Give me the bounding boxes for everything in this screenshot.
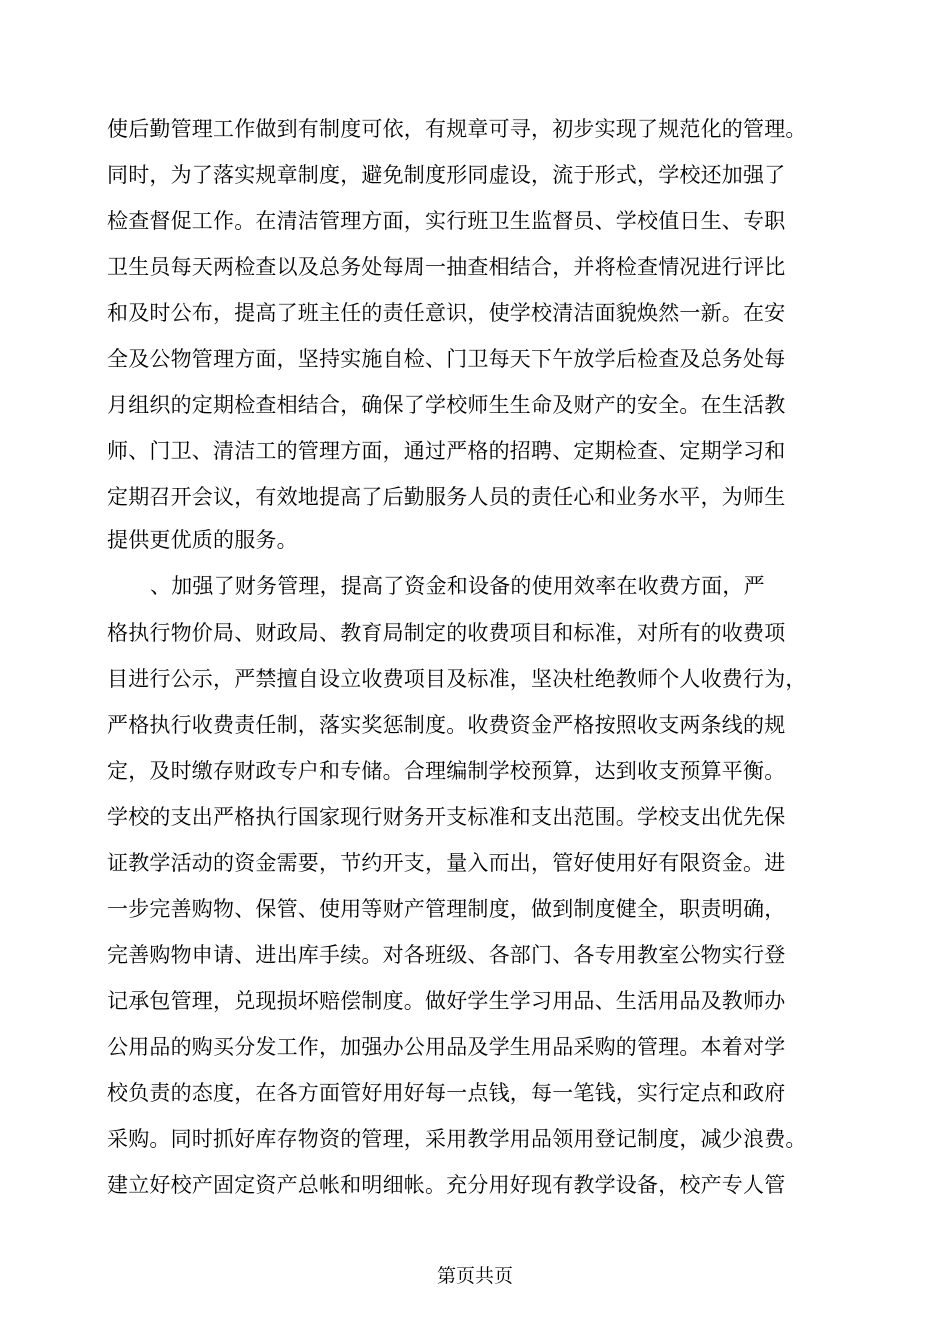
paragraph-2-line-10: 记承包管理，兑现损坏赔偿制度。做好学生学习用品、生活用品及教师办 — [107, 989, 786, 1013]
paragraph-2-line-2: 格执行物价局、财政局、教育局制定的收费项目和标准，对所有的收费项 — [107, 621, 786, 645]
paragraph-1-line-2: 同时，为了落实规章制度，避免制度形同虚设，流于形式，学校还加强了 — [107, 163, 786, 187]
paragraph-1-line-5: 和及时公布，提高了班主任的责任意识，使学校清洁面貌焕然一新。在安 — [107, 301, 786, 325]
paragraph-1-line-3: 检查督促工作。在清洁管理方面，实行班卫生监督员、学校值日生、专职 — [107, 209, 786, 233]
paragraph-2-line-13: 采购。同时抓好库存物资的管理，采用教学用品领用登记制度，减少浪费。 — [107, 1127, 807, 1151]
paragraph-2-line-11: 公用品的购买分发工作，加强办公用品及学生用品采购的管理。本着对学 — [107, 1035, 786, 1059]
paragraph-1-line-8: 师、门卫、清洁工的管理方面，通过严格的招聘、定期检查、定期学习和 — [107, 439, 786, 463]
paragraph-2-line-4: 严格执行收费责任制，落实奖惩制度。收费资金严格按照收支两条线的规 — [107, 713, 786, 737]
paragraph-2-line-5: 定，及时缴存财政专户和专储。合理编制学校预算，达到收支预算平衡。 — [107, 759, 786, 783]
paragraph-2-line-8: 一步完善购物、保管、使用等财产管理制度，做到制度健全，职责明确， — [107, 897, 786, 921]
paragraph-2-line-7: 证教学活动的资金需要，节约开支，量入而出，管好使用好有限资金。进 — [107, 851, 786, 875]
paragraph-2-line-1: 、加强了财务管理，提高了资金和设备的使用效率在收费方面，严 — [150, 574, 765, 598]
paragraph-2-line-12: 校负责的态度，在各方面管好用好每一点钱，每一笔钱，实行定点和政府 — [107, 1081, 786, 1105]
paragraph-2-line-9: 完善购物申请、进出库手续。对各班级、各部门、各专用教室公物实行登 — [107, 943, 786, 967]
paragraph-1-line-9: 定期召开会议，有效地提高了后勤服务人员的责任心和业务水平，为师生 — [107, 485, 786, 509]
paragraph-2-line-6: 学校的支出严格执行国家现行财务开支标准和支出范围。学校支出优先保 — [107, 805, 786, 829]
paragraph-1-line-1: 使后勤管理工作做到有制度可依，有规章可寻，初步实现了规范化的管理。 — [107, 117, 807, 141]
paragraph-1-line-6: 全及公物管理方面，坚持实施自检、门卫每天下午放学后检查及总务处每 — [107, 347, 786, 371]
paragraph-2-line-14: 建立好校产固定资产总帐和明细帐。充分用好现有教学设备，校产专人管 — [107, 1173, 786, 1197]
paragraph-2-line-3: 目进行公示，严禁擅自设立收费项目及标准，坚决杜绝教师个人收费行为， — [107, 667, 807, 691]
paragraph-1-line-4: 卫生员每天两检查以及总务处每周一抽查相结合，并将检查情况进行评比 — [107, 255, 786, 279]
page-footer: 第页共页 — [436, 1265, 513, 1287]
paragraph-1-line-7: 月组织的定期检查相结合，确保了学校师生生命及财产的安全。在生活教 — [107, 393, 786, 417]
paragraph-1-line-10: 提供更优质的服务。 — [107, 528, 298, 552]
